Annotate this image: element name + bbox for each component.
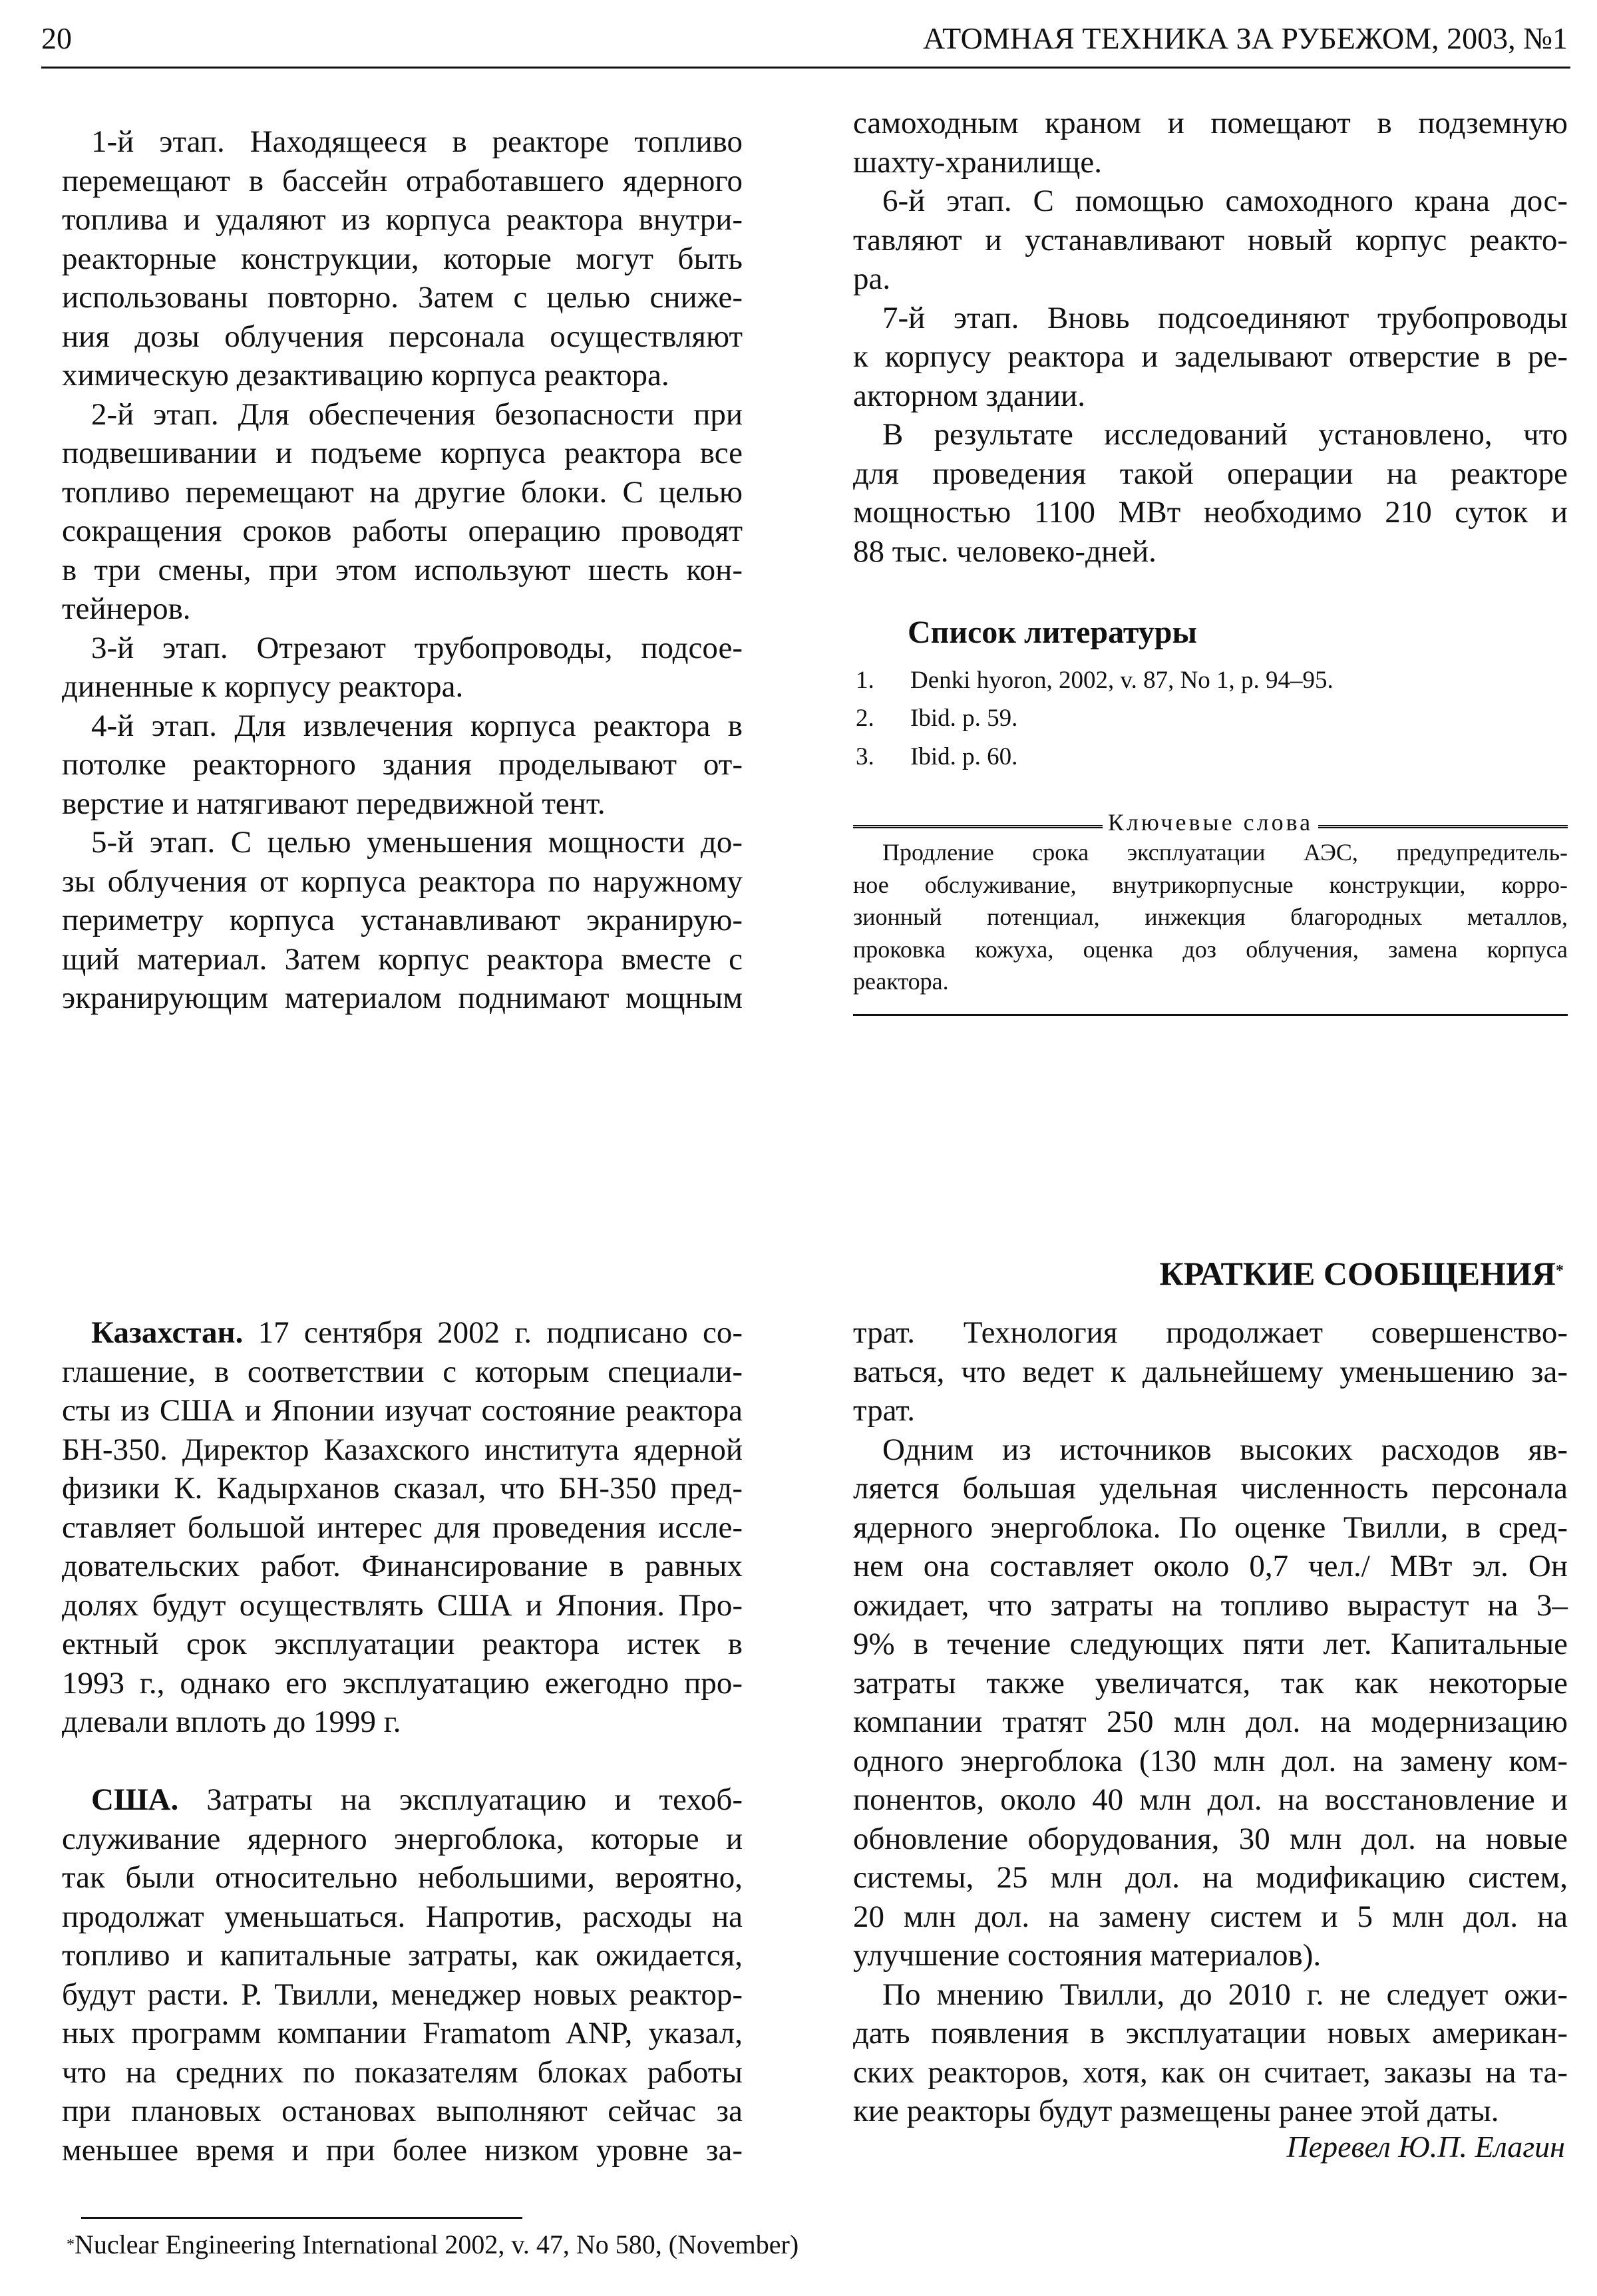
- text-line: [62, 1703, 743, 1742]
- line-text: 7-й этап. Вновь подсоединяют трубопроводы: [882, 300, 1568, 335]
- line-text: затраты также увеличатся, так как некоторые: [853, 1665, 1568, 1701]
- text-line: [62, 2053, 743, 2092]
- line-text: 6-й этап. С помощью самоходного крана дос-: [882, 184, 1568, 218]
- line-text: для проведения такой операции на реакторе: [853, 456, 1568, 491]
- line-text: ставляет большой интерес для проведения иссле-: [62, 1510, 743, 1545]
- text-line: [62, 1897, 743, 1937]
- text-line: [62, 862, 743, 902]
- line-text: акторном здании.: [853, 378, 1085, 413]
- line-text: ваться, что ведет к дальнейшему уменьшению за-: [853, 1354, 1568, 1389]
- paragraph-gap: [62, 1742, 743, 1781]
- text-line: [62, 1508, 743, 1548]
- text-line: [62, 200, 743, 240]
- line-text: системы, 25 млн дол. на модификацию систем,: [853, 1860, 1568, 1895]
- text-line: [62, 1586, 743, 1625]
- line-text: подвешивании и подъеме корпуса реактора все: [62, 436, 743, 470]
- text-line: [853, 299, 1568, 338]
- keywords-label-text: Ключевые слова: [1103, 809, 1318, 836]
- text-line: [62, 1353, 743, 1392]
- text-line: [62, 1313, 743, 1353]
- footnote: [67, 2229, 798, 2261]
- text-line: [62, 667, 743, 707]
- text-line: [853, 1820, 1568, 1859]
- reference-item: [856, 738, 1017, 776]
- reference-item: [856, 661, 1333, 700]
- line-text: ных программ компании Framatom ANP, указал,: [62, 2016, 743, 2050]
- text-line: [853, 1469, 1568, 1508]
- footnote-marker: *: [1556, 1262, 1564, 1279]
- briefs-title: [1159, 1253, 1564, 1293]
- text-line: [853, 1313, 1568, 1353]
- line-text: 4-й этап. Для извлечения корпуса реактора в: [91, 708, 743, 743]
- translator-credit: Перевел Ю.П. Елагин: [1286, 2130, 1565, 2164]
- line-text: топлива и удаляют из корпуса реактора внутри-: [62, 202, 743, 237]
- text-line: [853, 415, 1568, 454]
- line-text: экранирующим материалом поднимают мощным: [62, 981, 743, 1015]
- line-text: глашение, в соответствии с которым специали-: [62, 1354, 743, 1389]
- text-line: [853, 1897, 1568, 1937]
- footnote-text: Nuclear Engineering International 2002, v. 47, No 580, (November): [75, 2229, 799, 2259]
- line-text: 3-й этап. Отрезают трубопроводы, подсое-: [91, 630, 743, 665]
- line-text: ния дозы облучения персонала осуществляют: [62, 319, 743, 354]
- line-text: дать появления в эксплуатации новых американ-: [853, 2016, 1568, 2050]
- text-line: [62, 589, 743, 629]
- briefs-column-left: [62, 1313, 743, 2170]
- line-text: долях будут осуществлять США и Япония. Про-: [62, 1587, 743, 1623]
- text-line: [853, 1586, 1568, 1625]
- line-text: ожидает, что затраты на топливо вырастут на 3–: [853, 1587, 1568, 1623]
- line-text: одного энергоблока (130 млн дол. на замену ком-: [853, 1743, 1568, 1778]
- text-line: [62, 2014, 743, 2053]
- text-line: [62, 122, 743, 162]
- line-text: 5-й этап. С целью уменьшения мощности до-: [91, 825, 743, 860]
- text-line: [853, 2014, 1568, 2053]
- text-line: [62, 434, 743, 473]
- line-text: что на средних по показателям блоках работы: [62, 2054, 743, 2090]
- line-text: улучшение состояния материалов).: [853, 1938, 1322, 1973]
- text-line: [62, 629, 743, 668]
- text-line: [853, 1353, 1568, 1392]
- line-text: использованы повторно. Затем с целью сниже-: [62, 280, 743, 315]
- text-line: [62, 473, 743, 512]
- line-text: верстие и натягивают передвижной тент.: [62, 786, 606, 821]
- keywords-line: проковка кожуха, оценка доз облучения, замена корпуса: [853, 935, 1568, 963]
- line-text: трат. Технология продолжает совершенство-: [853, 1315, 1568, 1350]
- header-rule: [41, 67, 1570, 69]
- line-text: По мнению Твилли, до 2010 г. не следует ожи-: [882, 1977, 1568, 2012]
- footnote-mark: *: [67, 2236, 75, 2253]
- text-line: [62, 1820, 743, 1859]
- text-line: [853, 1430, 1568, 1470]
- line-text: мощностью 1100 МВт необходимо 210 суток и: [853, 495, 1568, 530]
- text-line: [62, 979, 743, 1018]
- text-line: [62, 940, 743, 979]
- line-text: физики К. Кадырханов сказал, что БН-350 пред-: [62, 1471, 743, 1506]
- keywords-line: реактора.: [853, 968, 949, 995]
- reference-number: 3.: [856, 743, 874, 770]
- line-text: В результате исследований установлено, что: [882, 417, 1568, 452]
- paragraph-lead: США.: [91, 1782, 179, 1817]
- line-text: понентов, около 40 млн дол. на восстановление и: [853, 1782, 1568, 1817]
- text-line: [62, 278, 743, 317]
- line-text: химическую дезактивацию корпуса реактора.: [62, 358, 669, 393]
- article-column-right: [853, 104, 1568, 571]
- line-text: Одним из источников высоких расходов яв-: [882, 1432, 1568, 1467]
- text-line: [853, 1508, 1568, 1548]
- line-text: БН-350. Директор Казахского института ядерной: [62, 1432, 743, 1467]
- text-line: [853, 532, 1568, 572]
- text-line: [62, 1625, 743, 1664]
- text-line: [62, 823, 743, 862]
- line-text: ектный срок эксплуатации реактора истек в: [62, 1627, 743, 1661]
- text-line: [62, 551, 743, 590]
- text-line: [62, 240, 743, 279]
- text-line: [853, 221, 1568, 260]
- paragraph-lead: Казахстан.: [91, 1315, 244, 1350]
- line-text: перемещают в бассейн отработавшего ядерного: [62, 163, 743, 198]
- text-line: [62, 1547, 743, 1586]
- text-line: [853, 259, 1568, 299]
- text-line: [853, 143, 1568, 182]
- line-text: реакторные конструкции, которые могут быть: [62, 241, 743, 276]
- text-line: [62, 395, 743, 434]
- text-line: [853, 1780, 1568, 1820]
- line-text: потолке реакторного здания проделывают от-: [62, 747, 743, 782]
- text-line: [853, 1975, 1568, 2015]
- line-text: 9% в течение следующих пяти лет. Капитальные: [853, 1627, 1568, 1661]
- line-text: периметру корпуса устанавливают экранирую-: [62, 903, 743, 937]
- briefs-column-right: [853, 1313, 1568, 2131]
- text-line: [62, 901, 743, 940]
- references-title: Список литературы: [908, 615, 1197, 650]
- keywords-label: [853, 808, 1568, 837]
- text-line: [62, 1664, 743, 1703]
- text-line: [853, 1936, 1568, 1975]
- line-text: в три смены, при этом используют шесть кон-: [62, 552, 743, 587]
- text-line: [62, 512, 743, 551]
- line-text: довательских работ. Финансирование в равных: [62, 1549, 743, 1583]
- line-text: кие реакторы будут размещены ранее этой даты.: [853, 2094, 1499, 2128]
- line-text: ядерного энергоблока. По оценке Твилли, в сред-: [853, 1510, 1568, 1545]
- line-text: служивание ядерного энергоблока, которые и: [62, 1821, 743, 1856]
- reference-text: Denki hyoron, 2002, v. 87, No 1, p. 94–95.: [910, 667, 1333, 694]
- text-line: [853, 1742, 1568, 1781]
- text-line: [853, 1703, 1568, 1742]
- line-text: длевали вплоть до 1999 г.: [62, 1705, 401, 1739]
- keywords-line: Продление срока эксплуатации АЭС, предупредитель-: [882, 839, 1568, 866]
- text-line: [853, 377, 1568, 416]
- text-line: [62, 707, 743, 746]
- text-line: [853, 2092, 1568, 2131]
- line-text: зы облучения от корпуса реактора по наружному: [62, 864, 743, 899]
- text-line: [62, 1780, 743, 1820]
- line-text: шахту-хранилище.: [853, 144, 1103, 180]
- text-line: [62, 2131, 743, 2170]
- line-text: 1993 г., однако его эксплуатацию ежегодно про-: [62, 1665, 743, 1701]
- text-line: [62, 162, 743, 201]
- text-line: [62, 1430, 743, 1470]
- text-line: [62, 745, 743, 784]
- keywords-line: зионный потенциал, инжекция благородных металлов,: [853, 903, 1568, 930]
- line-text: сокращения сроков работы операцию проводят: [62, 514, 743, 548]
- reference-item: [856, 699, 1017, 738]
- text-line: [853, 337, 1568, 377]
- text-line: [62, 1858, 743, 1897]
- line-text: 20 млн дол. на замену систем и 5 млн дол. на: [853, 1899, 1568, 1934]
- line-text: диненные к корпусу реактора.: [62, 669, 464, 704]
- line-text: топливо перемещают на другие блоки. С целью: [62, 474, 743, 510]
- line-text: самоходным краном и помещают в подземную: [853, 106, 1568, 140]
- page-number: 20: [41, 21, 72, 55]
- text-line: [62, 1975, 743, 2015]
- reference-number: 2.: [856, 705, 874, 732]
- line-text: так были относительно небольшими, вероятно,: [62, 1860, 743, 1895]
- keywords-line: ное обслуживание, внутрикорпусные конструкции, корро-: [853, 871, 1568, 898]
- text-line: [853, 1625, 1568, 1664]
- line-text: будут расти. Р. Твилли, менеджер новых реактор-: [62, 1977, 743, 2012]
- line-text: нем она составляет около 0,7 чел./ МВт эл. Он: [853, 1549, 1568, 1583]
- line-text: Затраты на эксплуатацию и техоб-: [178, 1782, 743, 1817]
- briefs-title-text: КРАТКИЕ СООБЩЕНИЯ: [1159, 1255, 1556, 1292]
- text-line: [853, 454, 1568, 494]
- text-line: [853, 1547, 1568, 1586]
- text-line: [62, 784, 743, 824]
- footnote-rule: [81, 2217, 522, 2219]
- line-text: 88 тыс. человеко-дней.: [853, 534, 1156, 569]
- line-text: продолжат уменьшаться. Напротив, расходы на: [62, 1899, 743, 1934]
- line-text: щий материал. Затем корпус реактора вместе с: [62, 941, 743, 977]
- text-line: [853, 182, 1568, 221]
- article-column-left: [62, 122, 743, 1018]
- text-line: [62, 1469, 743, 1508]
- line-text: компании тратят 250 млн дол. на модернизацию: [853, 1705, 1568, 1739]
- text-line: [853, 1391, 1568, 1430]
- journal-title: АТОМНАЯ ТЕХНИКА ЗА РУБЕЖОМ, 2003, №1: [922, 21, 1568, 55]
- text-line: [853, 1858, 1568, 1897]
- reference-number: 1.: [856, 667, 874, 694]
- text-line: [62, 1391, 743, 1430]
- text-line: [62, 1936, 743, 1975]
- text-line: [853, 1664, 1568, 1703]
- line-text: ляется большая удельная численность персонала: [853, 1471, 1568, 1506]
- line-text: обновление оборудования, 30 млн дол. на новые: [853, 1821, 1568, 1856]
- line-text: ра.: [853, 261, 891, 296]
- text-line: [62, 317, 743, 357]
- line-text: сты из США и Японии изучат состояние реактора: [62, 1393, 743, 1428]
- line-text: тавляют и устанавливают новый корпус реакто-: [853, 222, 1568, 257]
- text-line: [853, 493, 1568, 532]
- reference-text: Ibid. p. 59.: [910, 705, 1018, 732]
- line-text: тейнеров.: [62, 591, 191, 626]
- line-text: трат.: [853, 1393, 916, 1428]
- line-text: к корпусу реактора и заделывают отверстие в ре-: [853, 339, 1568, 374]
- reference-text: Ibid. p. 60.: [910, 743, 1018, 770]
- line-text: меньшее время и при более низком уровне за-: [62, 2132, 743, 2168]
- keywords-rule-bottom: [853, 1014, 1568, 1016]
- text-line: [853, 104, 1568, 143]
- text-line: [62, 356, 743, 395]
- text-line: [62, 2092, 743, 2131]
- text-line: [853, 2053, 1568, 2092]
- line-text: 1-й этап. Находящееся в реакторе топливо: [91, 124, 743, 159]
- line-text: 17 сентября 2002 г. подписано со-: [243, 1315, 743, 1350]
- keywords-text: [853, 836, 1568, 998]
- line-text: топливо и капитальные затраты, как ожидается,: [62, 1938, 743, 1973]
- line-text: ских реакторов, хотя, как он считает, заказы на та-: [853, 2054, 1568, 2090]
- line-text: при плановых остановах выполняют сейчас за: [62, 2094, 743, 2128]
- line-text: 2-й этап. Для обеспечения безопасности при: [91, 397, 743, 432]
